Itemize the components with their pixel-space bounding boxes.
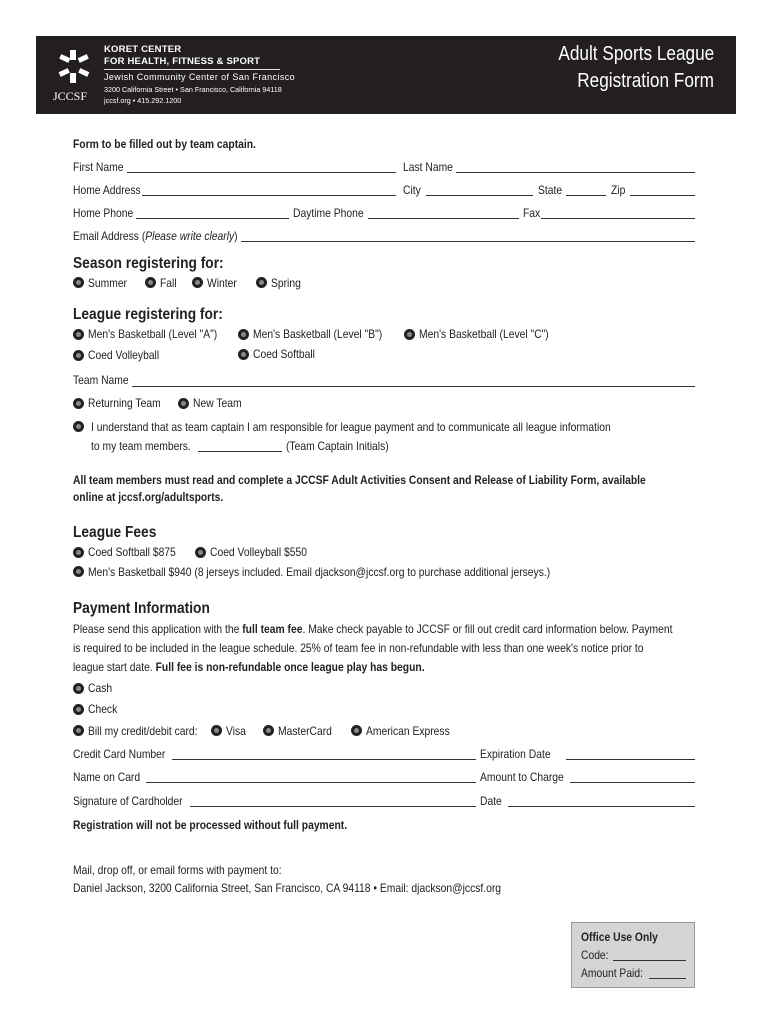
returning-team-radio[interactable] — [73, 398, 84, 409]
home-phone-label: Home Phone — [73, 206, 134, 220]
city-field[interactable] — [426, 195, 533, 196]
season-summer-radio[interactable] — [73, 277, 84, 288]
agreement-text: I understand that as team captain I am responsible for league payment and to communicate all league information — [91, 420, 611, 434]
amount-label: Amount to Charge — [480, 770, 564, 784]
new-team-radio[interactable] — [178, 398, 189, 409]
name-on-card-label: Name on Card — [73, 770, 141, 784]
first-name-label: First Name — [73, 160, 124, 174]
office-amount-label: Amount Paid: — [581, 966, 643, 980]
season-fall-label: Fall — [160, 276, 177, 290]
state-field[interactable] — [566, 195, 606, 196]
card-amex-radio[interactable] — [351, 725, 362, 736]
org-divider — [104, 69, 280, 70]
home-address-field[interactable] — [142, 195, 396, 196]
fee-coed-softball-radio[interactable] — [73, 547, 84, 558]
notice-line-1: All team members must read and complete a JCCSF Adult Activities Consent and Release of Liability Form, available — [73, 473, 646, 487]
date-field[interactable] — [508, 806, 695, 807]
pay-cash-label: Cash — [88, 681, 113, 695]
expiration-field[interactable] — [566, 759, 695, 760]
pay-card-radio[interactable] — [73, 725, 84, 736]
league-mens-c-radio[interactable] — [404, 329, 415, 340]
org-address: 3200 California Street • San Francisco, California 94118 — [104, 85, 282, 94]
pay-check-radio[interactable] — [73, 704, 84, 715]
logo-text: JCCSF — [53, 89, 88, 103]
agreement-radio[interactable] — [73, 421, 84, 432]
office-amount-field[interactable] — [649, 978, 686, 979]
fee-coed-volleyball-radio[interactable] — [195, 547, 206, 558]
league-mens-b-label: Men's Basketball (Level "B") — [253, 327, 383, 341]
zip-label: Zip — [611, 183, 626, 197]
agreement-prefix: to my team members. — [91, 439, 191, 453]
email-label: Email Address (Please write clearly) — [73, 229, 238, 243]
league-coed-volleyball-radio[interactable] — [73, 350, 84, 361]
league-mens-a-radio[interactable] — [73, 329, 84, 340]
agreement-suffix: (Team Captain Initials) — [286, 439, 389, 453]
home-address-label: Home Address — [73, 183, 141, 197]
card-mastercard-radio[interactable] — [263, 725, 274, 736]
season-spring-label: Spring — [271, 276, 301, 290]
office-code-label: Code: — [581, 948, 609, 962]
league-coed-softball-radio[interactable] — [238, 349, 249, 360]
email-field[interactable] — [241, 241, 695, 242]
signature-field[interactable] — [190, 806, 476, 807]
org-name-sub: FOR HEALTH, FITNESS & SPORT — [104, 56, 261, 67]
league-coed-softball-label: Coed Softball — [253, 347, 315, 361]
pay-card-label: Bill my credit/debit card: — [88, 724, 198, 738]
league-heading: League registering for: — [73, 306, 223, 323]
new-team-label: New Team — [193, 396, 242, 410]
notice-line-2: online at jccsf.org/adultsports. — [73, 490, 224, 504]
pay-cash-radio[interactable] — [73, 683, 84, 694]
last-name-field[interactable] — [456, 172, 695, 173]
office-heading: Office Use Only — [581, 930, 658, 944]
pay-check-label: Check — [88, 702, 118, 716]
league-mens-a-label: Men's Basketball (Level "A") — [88, 327, 218, 341]
league-mens-b-radio[interactable] — [238, 329, 249, 340]
league-coed-volleyball-label: Coed Volleyball — [88, 348, 160, 362]
captain-initials-field[interactable] — [198, 451, 282, 452]
season-winter-radio[interactable] — [192, 277, 203, 288]
office-code-field[interactable] — [613, 960, 686, 961]
first-name-field[interactable] — [127, 172, 396, 173]
form-title-sub: Registration Form — [577, 70, 714, 92]
league-mens-c-label: Men's Basketball (Level "C") — [419, 327, 549, 341]
mail-line-1: Mail, drop off, or email forms with payment to: — [73, 863, 282, 877]
fax-label: Fax — [523, 206, 541, 220]
season-fall-radio[interactable] — [145, 277, 156, 288]
zip-field[interactable] — [630, 195, 695, 196]
payment-paragraph-2: is required to be included in the league schedule. 25% of team fee in non-refundable with less than one week's notice prior to — [73, 641, 644, 655]
date-label: Date — [480, 794, 502, 808]
fees-heading: League Fees — [73, 524, 157, 541]
season-heading: Season registering for: — [73, 255, 224, 272]
card-amex-label: American Express — [366, 724, 450, 738]
daytime-phone-field[interactable] — [368, 218, 519, 219]
fee-mens-basketball-label: Men's Basketball $940 (8 jerseys included. Email djackson@jccsf.org to purchase additional jerseys.) — [88, 565, 551, 579]
org-name: KORET CENTER — [104, 44, 182, 55]
team-name-label: Team Name — [73, 373, 129, 387]
org-contact: jccsf.org • 415.292.1200 — [104, 96, 182, 105]
season-summer-label: Summer — [88, 276, 127, 290]
city-label: City — [403, 183, 421, 197]
daytime-phone-label: Daytime Phone — [293, 206, 364, 220]
name-on-card-field[interactable] — [146, 782, 476, 783]
signature-label: Signature of Cardholder — [73, 794, 183, 808]
season-spring-radio[interactable] — [256, 277, 267, 288]
payment-warning: Registration will not be processed without full payment. — [73, 818, 348, 832]
last-name-label: Last Name — [403, 160, 453, 174]
mail-line-2: Daniel Jackson, 3200 California Street, San Francisco, CA 94118 • Email: djackson@jccsf.org — [73, 881, 502, 895]
home-phone-field[interactable] — [136, 218, 289, 219]
payment-heading: Payment Information — [73, 600, 210, 617]
card-number-label: Credit Card Number — [73, 747, 166, 761]
fax-field[interactable] — [541, 218, 695, 219]
payment-paragraph-3: league start date. Full fee is non-refundable once league play has begun. — [73, 660, 425, 674]
card-visa-label: Visa — [226, 724, 246, 738]
fee-coed-volleyball-label: Coed Volleyball $550 — [210, 545, 307, 559]
fee-coed-softball-label: Coed Softball $875 — [88, 545, 176, 559]
expiration-label: Expiration Date — [480, 747, 551, 761]
state-label: State — [538, 183, 563, 197]
card-mastercard-label: MasterCard — [278, 724, 332, 738]
jccsf-logo — [50, 42, 98, 106]
fee-mens-basketball-radio[interactable] — [73, 566, 84, 577]
amount-field[interactable] — [570, 782, 695, 783]
season-winter-label: Winter — [207, 276, 237, 290]
card-number-field[interactable] — [172, 759, 476, 760]
form-title: Adult Sports League — [558, 43, 714, 65]
card-visa-radio[interactable] — [211, 725, 222, 736]
intro-text: Form to be filled out by team captain. — [73, 137, 256, 151]
org-fullname: Jewish Community Center of San Francisco — [104, 72, 296, 82]
returning-team-label: Returning Team — [88, 396, 161, 410]
payment-paragraph-1: Please send this application with the full team fee. Make check payable to JCCSF or fill out credit card information below. Payment — [73, 622, 673, 636]
team-name-field[interactable] — [132, 386, 695, 387]
